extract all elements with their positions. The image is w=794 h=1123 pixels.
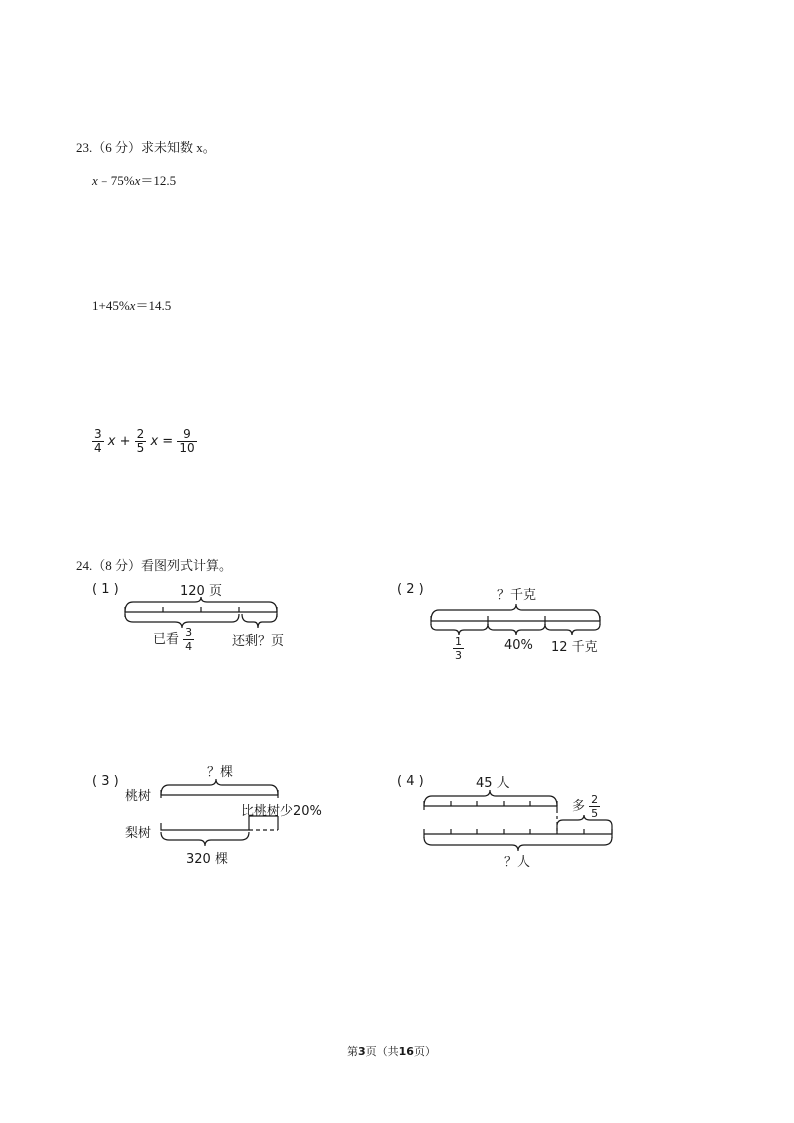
q24-number: 24.	[76, 558, 93, 573]
d1-read-label: 已看 $\frac{3}{4}$	[153, 626, 193, 653]
d1-left-label: 还剩？页	[232, 634, 285, 649]
d1-index: ( 1 )	[92, 582, 119, 597]
d1-total-label: 120 页	[180, 584, 222, 599]
q23-equation-1: x﹣75%x＝12.5	[92, 173, 177, 188]
d4-top-label: 45 人	[476, 776, 510, 791]
d4-more-label: 多 $\frac{2}{5}$	[572, 793, 599, 820]
d4-top-brace	[424, 790, 557, 806]
q24-score: （8 分）	[92, 558, 142, 573]
d3-less-label: 比桃树少20%	[241, 804, 322, 819]
d4-bottom-label: ？人	[504, 855, 531, 870]
d3-bottom-label: 320 棵	[186, 852, 228, 867]
d3-index: ( 3 )	[92, 774, 119, 789]
q23-number: 23.	[76, 140, 93, 155]
d2-total-label: ？千克	[497, 588, 537, 603]
page-footer: 第3页（共16页）	[347, 1045, 436, 1058]
d3-peach-label: 桃树	[125, 789, 152, 804]
d2-right-label: 12 千克	[551, 640, 598, 655]
q23-prompt: 求未知数 x。	[141, 140, 216, 155]
d4-bottom-brace	[424, 837, 612, 851]
d3-total-label: ？棵	[207, 765, 234, 780]
q24-prompt: 看图列式计算。	[141, 558, 233, 573]
d2-percent-label: 40%	[504, 638, 533, 653]
d2-index: ( 2 )	[397, 582, 424, 597]
d2-fraction-label: $\frac{1}{3}$	[455, 635, 462, 662]
d4-index: ( 4 )	[397, 774, 424, 789]
d3-pear-label: 梨树	[125, 826, 152, 841]
q23-equation-3: $\frac{3}{4}$ x + $\frac{2}{5}$ x = $\frac{9}{10}$	[94, 427, 195, 455]
q23-score: （6 分）	[92, 140, 142, 155]
q23-equation-2: 1+45%x＝14.5	[92, 298, 172, 313]
